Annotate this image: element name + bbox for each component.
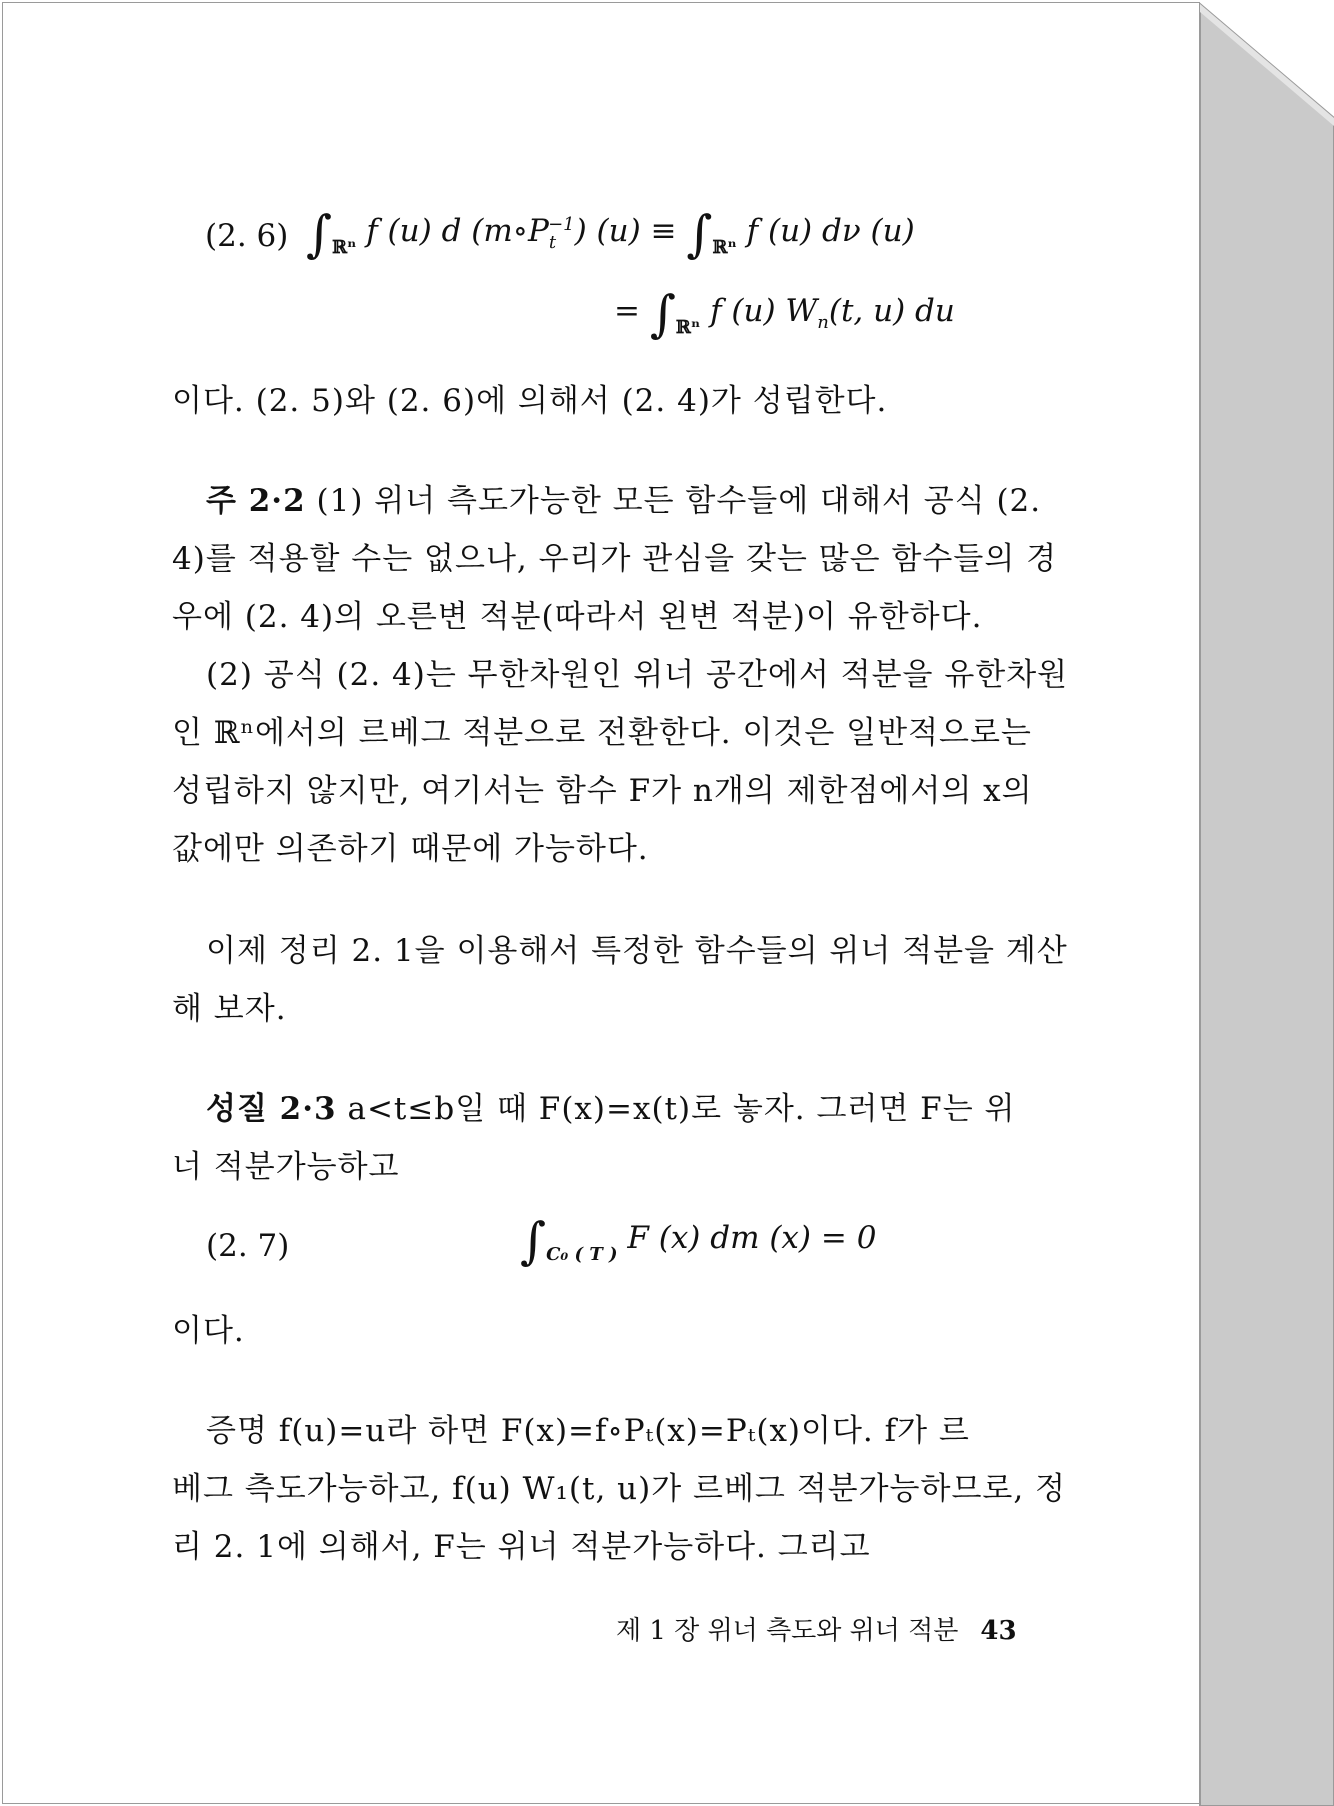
proof-line3: 리 2. 1에 의해서, F는 위너 적분가능하다. 그리고 <box>172 1529 871 1565</box>
equation-2-7-number: (2. 7) <box>206 1228 290 1264</box>
property-2-3-line1: 성질 2·3 a<t≤b일 때 F(x)=x(t)로 놓자. 그러면 F는 위 <box>206 1091 1016 1127</box>
remark-2-2-line7: 값에만 의존하기 때문에 가능하다. <box>172 831 649 867</box>
equation-2-6-lhs: f (u) d (m∘P <box>366 213 549 249</box>
remark-label: 주 2·2 <box>206 483 306 519</box>
remark-2-2-line5: 인 ℝⁿ에서의 르베그 적분으로 전환한다. 이것은 일반적으로는 <box>172 715 1032 751</box>
page-footer <box>616 1610 1017 1647</box>
proof-line2: 베그 측도가능하고, f(u) W₁(t, u)가 르베그 적분가능하므로, 정 <box>172 1471 1066 1507</box>
equation-2-7-body: $\int_{C_0 ( T )}$ F (x) dm (x) = 0 <box>520 1212 877 1270</box>
remark-2-2-line2: 4)를 적용할 수는 없으나, 우리가 관심을 갖는 많은 함수들의 경 <box>172 541 1058 577</box>
paragraph-intro-line1: 이제 정리 2. 1을 이용해서 특정한 함수들의 위너 적분을 계산 <box>206 933 1068 969</box>
equation-2-6-line2: = $\int_{ℝ^n}$ f (u) $W_n(t$, u) du <box>614 285 955 343</box>
remark-2-2-line4: (2) 공식 (2. 4)는 무한차원인 위너 공간에서 적분을 유한차원 <box>206 657 1069 693</box>
remark-2-2-line6: 성립하지 않지만, 여기서는 함수 F가 n개의 제한점에서의 x의 <box>172 773 1033 809</box>
proof-line1: 증명 f(u)=u라 하면 F(x)=f∘Pₜ(x)=Pₜ(x)이다. f가 르 <box>206 1413 970 1449</box>
page-number: 43 <box>980 1616 1017 1646</box>
remark-2-2-line1: 주 2·2 (1) 위너 측도가능한 모든 함수들에 대해서 공식 (2. <box>206 483 1042 519</box>
paragraph-result: 이다. <box>172 1313 245 1349</box>
paragraph-intro-line2: 해 보자. <box>172 991 287 1027</box>
property-2-3-line2: 너 적분가능하고 <box>172 1149 400 1185</box>
equation-2-6-line1: $\int_{ℝ^n}$ f (u) d $(m\circ P_t^{-1}) (u) \equiv \int_{ℝ^n}$ f (u) dν (u) <box>306 205 915 263</box>
equation-2-6-number: (2. 6) <box>205 218 289 254</box>
proof-label: 증명 <box>206 1413 268 1449</box>
equation-2-6-rhs: f (u) dν (u) <box>746 213 915 249</box>
paragraph-conclusion: 이다. (2. 5)와 (2. 6)에 의해서 (2. 4)가 성립한다. <box>172 383 888 419</box>
property-label: 성질 2·3 <box>206 1091 337 1127</box>
remark-2-2-line3: 우에 (2. 4)의 오른변 적분(따라서 왼변 적분)이 유한하다. <box>172 599 983 635</box>
chapter-title: 제 1 장 위너 측도와 위너 적분 <box>616 1616 959 1646</box>
